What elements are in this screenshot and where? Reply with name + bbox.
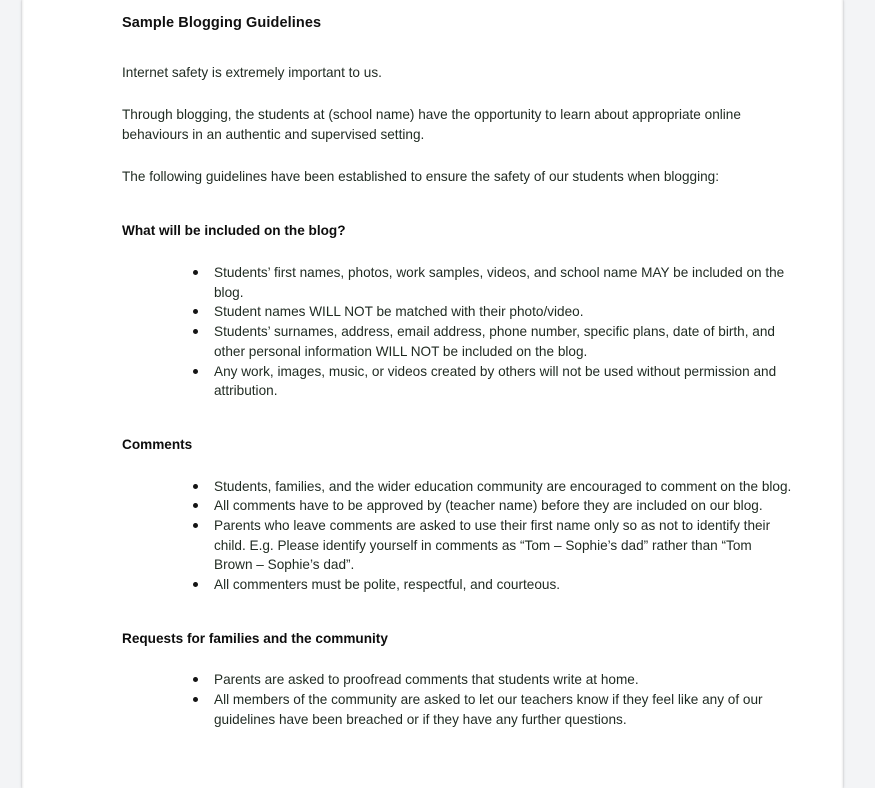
list-item-text: Parents who leave comments are asked to use their first name only so as not to identify their child. E.g. Please identify yourself in comments as “Tom – Sophie’s dad” rather than “Tom Brown – Sophie’s dad”. xyxy=(214,517,771,573)
list-item xyxy=(122,263,794,302)
list-item-text: All members of the community are asked to let our teachers know if they feel like any of our guidelines have been breached or if they have any further questions. xyxy=(214,692,763,727)
list-item-text: Student names WILL NOT be matched with their photo/video. xyxy=(214,304,584,320)
intro-paragraph-2: Through blogging, the students at (school name) have the opportunity to learn about appropriate online behaviours in an authentic and supervised setting. xyxy=(122,107,741,142)
list-item-text: Students, families, and the wider education community are encouraged to comment on the blog. xyxy=(214,478,792,494)
list-item-text: All comments have to be approved by (teacher name) before they are included on our blog. xyxy=(214,498,763,514)
bullet-list-what-will-be-included xyxy=(122,263,794,401)
bullet-dot-icon xyxy=(193,484,198,489)
bullet-dot-icon xyxy=(193,582,198,587)
bullet-dot-icon xyxy=(193,329,198,334)
section-heading-requests-for-families: Requests for families and the community xyxy=(122,630,388,646)
list-item-text: Students’ surnames, address, email address, phone number, specific plans, date of birth, and other personal information WILL NOT be included on the blog. xyxy=(214,324,775,359)
bullet-dot-icon xyxy=(193,523,198,528)
list-item-text: All commenters must be polite, respectful, and courteous. xyxy=(214,577,561,593)
section-heading-what-will-be-included: What will be included on the blog? xyxy=(122,223,346,239)
document-page xyxy=(22,0,843,788)
list-item xyxy=(122,302,794,322)
bullet-dot-icon xyxy=(193,503,198,508)
bullet-dot-icon xyxy=(193,697,198,702)
list-item xyxy=(122,670,794,690)
intro-paragraph-3: The following guidelines have been established to ensure the safety of our students when blogging: xyxy=(122,169,720,185)
list-item xyxy=(122,477,794,497)
list-item xyxy=(122,516,794,575)
bullet-dot-icon xyxy=(193,677,198,682)
list-item-text: Parents are asked to proofread comments that students write at home. xyxy=(214,672,639,688)
bullet-list-requests-for-families xyxy=(122,670,794,729)
list-item xyxy=(122,690,794,729)
bullet-dot-icon xyxy=(193,369,198,374)
document-content-area xyxy=(122,0,794,730)
list-item xyxy=(122,362,794,401)
list-item xyxy=(122,575,794,595)
bullet-dot-icon xyxy=(193,309,198,314)
bullet-list-comments xyxy=(122,477,794,595)
list-item-text: Students’ first names, photos, work samples, videos, and school name MAY be included on the blog. xyxy=(214,264,785,300)
intro-paragraph-1: Internet safety is extremely important to us. xyxy=(122,65,382,81)
section-heading-comments: Comments xyxy=(122,436,193,452)
list-item-text: Any work, images, music, or videos created by others will not be used without permission and attribution. xyxy=(214,363,777,399)
bullet-dot-icon xyxy=(193,270,198,275)
list-item xyxy=(122,322,794,361)
list-item xyxy=(122,496,794,516)
document-title: Sample Blogging Guidelines xyxy=(122,15,322,31)
